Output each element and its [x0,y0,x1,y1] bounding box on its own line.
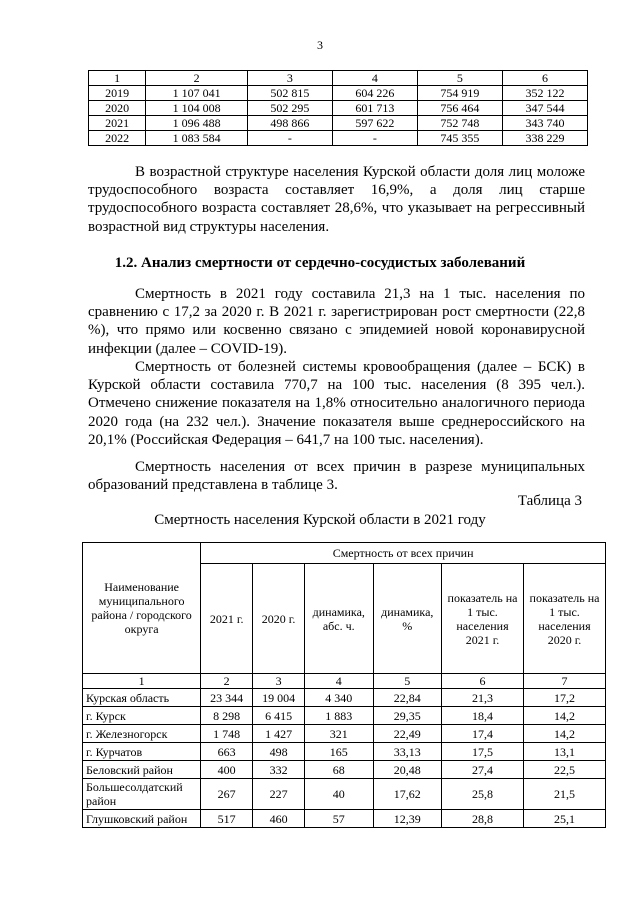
table-cell: 22,5 [523,761,605,779]
page-number: 3 [317,38,323,52]
table-cell: 57 [305,810,374,828]
table-cell: 1 107 041 [146,86,248,101]
all-causes-header: Смертность от всех причин [201,543,606,564]
reference-paragraph: Смертность населения от всех причин в разрезе муниципальных образований представлена в таблице 3. [88,459,585,494]
table-cell: 756 464 [417,101,502,116]
column-number-cell: 4 [332,71,417,86]
table-cell: - [247,131,332,146]
table-cell: 21,3 [442,689,524,707]
table-cell: 17,62 [373,779,442,810]
column-number-cell: 5 [417,71,502,86]
column-number-cell: 2 [201,674,253,689]
table-cell: 460 [253,810,305,828]
table-cell: 14,2 [523,725,605,743]
table-cell: 25,8 [442,779,524,810]
table-row [83,810,606,828]
age-structure-paragraph: В возрастной структуре населения Курской области доля лиц моложе трудоспособного возраста составляет 16,9%, а доля лиц старше трудоспособного возраста составляет 28,6%, что указывает на регрессивный возрастной вид структуры населения. [88,164,585,235]
col-rate-2021-header: показатель на 1 тыс. населения 2021 г. [442,564,524,674]
table-cell: 343 740 [502,116,587,131]
table-cell: 400 [201,761,253,779]
table-cell: 352 122 [502,86,587,101]
col-2021-header: 2021 г. [201,564,253,674]
table-cell: 321 [305,725,374,743]
table-cell: 19 004 [253,689,305,707]
table-cell: 12,39 [373,810,442,828]
table-row [83,743,606,761]
municipality-name: Глушковский район [83,810,201,828]
column-number-cell: 1 [89,71,146,86]
table-cell: 17,4 [442,725,524,743]
table-cell: 752 748 [417,116,502,131]
table-cell: 338 229 [502,131,587,146]
table-cell: 165 [305,743,374,761]
table-title: Смертность населения Курской области в 2021 году [154,512,486,528]
column-number-row [83,674,606,689]
column-number-cell: 2 [146,71,248,86]
mortality-table [82,542,606,828]
table-cell: 17,2 [523,689,605,707]
table-cell: 13,1 [523,743,605,761]
table-cell: 2019 [89,86,146,101]
column-number-cell: 5 [373,674,442,689]
col-rate-2020-header: показатель на 1 тыс. населения 2020 г. [523,564,605,674]
table-cell: 18,4 [442,707,524,725]
section-heading: 1.2. Анализ смертности от сердечно-сосудистых заболеваний [114,255,526,271]
table-cell: 1 427 [253,725,305,743]
municipality-name: г. Курск [83,707,201,725]
column-number-cell: 3 [253,674,305,689]
table-cell: 498 [253,743,305,761]
col-dynamics-pct-header: динамика, % [373,564,442,674]
municipality-name: Беловский район [83,761,201,779]
table-cell: 23 344 [201,689,253,707]
col-dynamics-abs-header: динамика, абс. ч. [305,564,374,674]
table-label: Таблица 3 [517,493,582,509]
table-cell: 1 104 008 [146,101,248,116]
table-cell: 28,8 [442,810,524,828]
column-number-cell: 7 [523,674,605,689]
table-row [83,707,606,725]
municipality-name: Курская область [83,689,201,707]
table-cell: 498 866 [247,116,332,131]
mortality-paragraph: Смертность в 2021 году составила 21,3 на 1 тыс. населения по сравнению с 17,2 за 2020 г. В 2021 г. зарегистрирован рост смертности (22,8 %), что прямо или косвенно связано с эпидемией новой коронавирусной инфекции (далее – COVID-19). [88,286,585,357]
table-cell: 601 713 [332,101,417,116]
table-cell: 267 [201,779,253,810]
population-table [88,70,588,146]
table-cell: 40 [305,779,374,810]
table-cell: 2020 [89,101,146,116]
table-cell: 502 295 [247,101,332,116]
municipality-header: Наименование муниципального района / городского округа [83,543,201,674]
table-cell: 6 415 [253,707,305,725]
table-cell: 22,84 [373,689,442,707]
table-cell: - [332,131,417,146]
column-number-cell: 6 [502,71,587,86]
table-cell: 22,49 [373,725,442,743]
table-cell: 1 883 [305,707,374,725]
municipality-name: г. Железногорск [83,725,201,743]
table-cell: 1 748 [201,725,253,743]
table-cell: 27,4 [442,761,524,779]
table-cell: 2021 [89,116,146,131]
table-row [89,101,588,116]
column-number-cell: 4 [305,674,374,689]
table-cell: 25,1 [523,810,605,828]
table-cell: 502 815 [247,86,332,101]
table-cell: 8 298 [201,707,253,725]
column-number-cell: 1 [83,674,201,689]
table-row [89,86,588,101]
table-header-row [89,71,588,86]
table-cell: 332 [253,761,305,779]
table-cell: 2022 [89,131,146,146]
table-cell: 597 622 [332,116,417,131]
table-cell: 604 226 [332,86,417,101]
table-cell: 1 096 488 [146,116,248,131]
table-cell: 745 355 [417,131,502,146]
table-cell: 663 [201,743,253,761]
table-row [83,689,606,707]
table-cell: 17,5 [442,743,524,761]
table-cell: 20,48 [373,761,442,779]
table-cell: 21,5 [523,779,605,810]
table-cell: 1 083 584 [146,131,248,146]
col-2020-header: 2020 г. [253,564,305,674]
table-row [89,131,588,146]
table-cell: 227 [253,779,305,810]
table-cell: 517 [201,810,253,828]
municipality-name: Большесолдатский район [83,779,201,810]
table-cell: 68 [305,761,374,779]
table-row [89,116,588,131]
table-cell: 754 919 [417,86,502,101]
table-cell: 14,2 [523,707,605,725]
municipality-name: г. Курчатов [83,743,201,761]
column-number-cell: 3 [247,71,332,86]
table-row [83,779,606,810]
column-number-cell: 6 [442,674,524,689]
table-cell: 29,35 [373,707,442,725]
table-row [83,761,606,779]
table-row [83,725,606,743]
bsk-paragraph: Смертность от болезней системы кровообращения (далее – БСК) в Курской области составила 770,7 на 100 тыс. населения (8 395 чел.). Отмечено снижение показателя на 1,8% относительно аналогичного периода 2020 года (на 232 чел.). Значение показателя выше среднероссийского на 20,1% (Российская Федерация – 641,7 на 100 тыс. населения). [88,359,585,448]
table-cell: 4 340 [305,689,374,707]
table-cell: 347 544 [502,101,587,116]
table-cell: 33,13 [373,743,442,761]
